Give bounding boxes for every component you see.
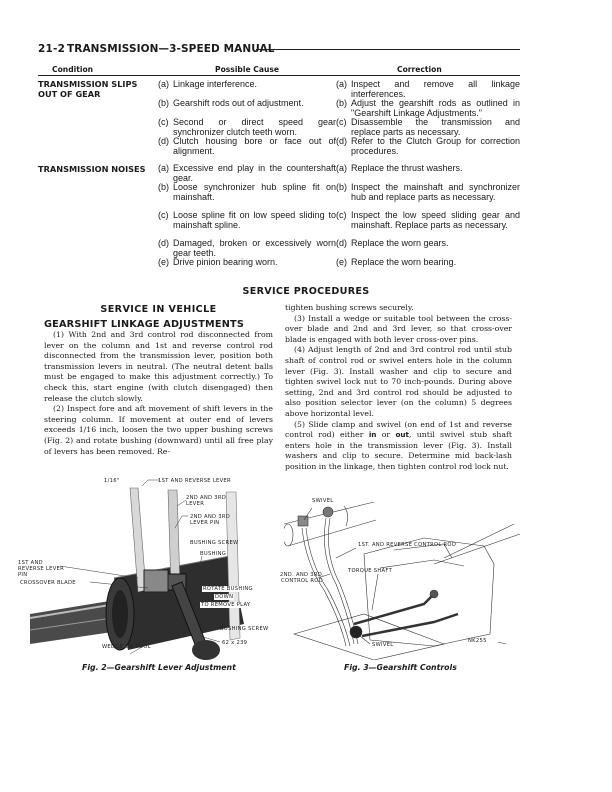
- condition-transmission-noises: TRANSMISSION NOISES: [38, 164, 146, 174]
- step-5-in: in: [368, 430, 377, 440]
- callout-2nd-3rd-lever-pin: 2ND AND 3RD LEVER PIN: [190, 514, 231, 526]
- correction-label: (c): [336, 117, 347, 127]
- step-5-text-b: or: [376, 430, 396, 440]
- cause-cell: [158, 164, 336, 183]
- correction-label: (e): [336, 257, 347, 267]
- cause-text: Loose spline fit on low speed sliding to mainshaft spline.: [173, 210, 336, 230]
- header-rule: [256, 49, 520, 50]
- cause-label: (a): [158, 163, 169, 173]
- condition-slips-out-of-gear: TRANSMISSION SLIPS OUT OF GEAR: [38, 79, 138, 99]
- cause-label: (d): [158, 136, 169, 146]
- page-title: TRANSMISSION—3-SPEED MANUAL: [67, 43, 275, 55]
- diagnosis-table: [38, 64, 520, 267]
- figure-2-caption: Fig. 2—Gearshift Lever Adjustment: [82, 663, 236, 672]
- page-header: [38, 43, 520, 57]
- callout-to-remove-play: TO REMOVE PLAY: [201, 602, 251, 608]
- callout-bushing-screw-bottom: BUSHING SCREW: [220, 626, 269, 632]
- cause-text: Gearshift rods out of adjustment.: [173, 98, 304, 108]
- cause-label: (c): [158, 210, 169, 220]
- figure-2-reference: 62 x 239: [222, 640, 248, 646]
- correction-text: Refer to the Clutch Group for correction procedures.: [351, 136, 520, 156]
- callout-crossover-blade: CROSSOVER BLADE: [20, 580, 76, 586]
- correction-label: (b): [336, 98, 347, 108]
- callout-torque-shaft: TORQUE SHAFT: [348, 568, 393, 574]
- correction-text: Inspect the mainshaft and synchronizer hub and replace parts as necessary.: [351, 182, 520, 202]
- correction-label: (d): [336, 136, 347, 146]
- figure-3-reference: NK255: [468, 638, 487, 644]
- cause-text: Drive pinion bearing worn.: [173, 257, 278, 267]
- callout-rotate-down: DOWN: [215, 594, 234, 600]
- cause-text: Loose synchronizer hub spline fit on mainshaft.: [173, 182, 336, 202]
- step-5-out: out: [395, 430, 409, 440]
- column-header-correction: Correction: [397, 65, 442, 74]
- cause-text: Damaged, broken or excessively worn gear teeth.: [173, 238, 336, 258]
- step-5-text-a: (5) Slide clamp and swivel (on end of 1st and reverse control rod) either: [285, 419, 512, 440]
- callout-1st-reverse-lever: 1ST AND REVERSE LEVER: [158, 478, 231, 484]
- callout-2nd-3rd-control-rod: 2ND. AND 3RD. CONTROL ROD: [280, 572, 324, 584]
- correction-cell: [336, 118, 520, 137]
- callout-rotate-bushing: ROTATE BUSHING: [203, 586, 253, 592]
- correction-text: Inspect the low speed sliding gear and mainshaft. Replace parts as necessary.: [351, 210, 520, 230]
- cause-label: (a): [158, 79, 169, 89]
- correction-label: (b): [336, 182, 347, 192]
- subheading-service-in-vehicle: SERVICE IN VEHICLE: [100, 304, 217, 315]
- cause-text: Second or direct speed gear synchronizer clutch teeth worn.: [173, 117, 336, 137]
- callout-bushing: BUSHING: [200, 551, 227, 557]
- callout-2nd-3rd-lever: 2ND AND 3RD LEVER: [186, 495, 227, 507]
- correction-label: (d): [336, 238, 347, 248]
- left-column: [44, 303, 273, 457]
- correction-label: (a): [336, 163, 347, 173]
- step-5-text-c: , until swivel stub shaft enters hole in the transmission lever (Fig. 3). Install washers and clip to secure. Determine mid back-lash position in the linkage, then tighten control rod lock nut.: [285, 430, 512, 471]
- callout-wedge-or-tool: WEDGE OR TOOL: [102, 644, 151, 650]
- correction-text: Replace the thrust washers.: [351, 163, 463, 173]
- correction-label: (a): [336, 79, 347, 89]
- table-header: [38, 64, 520, 76]
- cause-cell: [158, 137, 336, 156]
- cause-cell: [158, 239, 336, 258]
- cause-cell: [158, 183, 336, 202]
- correction-text: Replace the worn gears.: [351, 238, 449, 248]
- cause-cell: [158, 258, 336, 268]
- section-heading-service-procedures: SERVICE PROCEDURES: [242, 286, 370, 297]
- correction-text: Replace the worn bearing.: [351, 257, 457, 267]
- cause-text: Excessive end play in the countershaft gear.: [173, 163, 336, 183]
- callout-1st-reverse-lever-pin: 1ST AND REVERSE LEVER PIN: [18, 560, 65, 578]
- correction-text: Inspect and remove all linkage interferences.: [351, 79, 520, 99]
- paragraph-step-2: (2) Inspect fore and aft movement of shift levers in the steering column. If movement at outer end of levers exceeds 1/16 inch, loosen the two upper bushing screws (Fig. 2) and rotate bushing (downward) until all free play of levers has been removed. Re-: [44, 404, 273, 456]
- cause-text: Linkage interference.: [173, 79, 258, 89]
- paragraph-step-4: (4) Adjust length of 2nd and 3rd control rod until stub shaft of control rod or swivel enters hole in the column lever (Fig. 3). Install washer and clip to secure and tighten swivel lock nut to 70 inch-pounds. During above setting, 2nd and 3rd control rod should be adjusted to also position selector lever (on the column) 5 degrees above horizontal level.: [285, 345, 512, 418]
- right-column: [285, 303, 512, 473]
- correction-text: Disassemble the transmission and replace parts as necessary.: [351, 117, 520, 137]
- cause-label: (b): [158, 98, 169, 108]
- cause-cell: [158, 211, 336, 230]
- column-header-possible-cause: Possible Cause: [215, 65, 280, 74]
- figure-2-gearshift-lever-adjustment: [18, 478, 280, 660]
- correction-cell: [336, 137, 520, 156]
- correction-cell: [336, 239, 520, 249]
- correction-label: (c): [336, 210, 347, 220]
- figure-3-caption: Fig. 3—Gearshift Controls: [344, 663, 457, 672]
- cause-label: (e): [158, 257, 169, 267]
- callout-1st-reverse-control-rod: 1ST. AND REVERSE CONTROL ROD: [358, 542, 457, 548]
- column-header-condition: Condition: [52, 65, 94, 74]
- figure-3-gearshift-controls: [280, 494, 524, 660]
- correction-cell: [336, 99, 520, 118]
- paragraph-step-1: (1) With 2nd and 3rd control rod disconnected from lever on the column and 1st and reverse control rod disconnected from the transmission lever, position both transmission levers in neutral. (The neutral detent balls must be engaged to make this adjustment correctly.) To check this, start engine (with clutch disengaged) then release the clutch slowly.: [44, 330, 273, 403]
- correction-text: Adjust the gearshift rods as outlined in "Gearshift Linkage Adjustments.": [351, 98, 520, 118]
- page-number: 21-2: [38, 43, 66, 55]
- cause-label: (b): [158, 182, 169, 192]
- correction-cell: [336, 211, 520, 230]
- correction-cell: [336, 164, 520, 174]
- cause-label: (c): [158, 117, 169, 127]
- section-title-gearshift-linkage: GEARSHIFT LINKAGE ADJUSTMENTS: [44, 319, 244, 330]
- cause-cell: [158, 118, 336, 137]
- correction-cell: [336, 80, 520, 99]
- paragraph-step-2-continued: tighten bushing screws securely.: [285, 303, 414, 312]
- correction-cell: [336, 183, 520, 202]
- paragraph-step-5: [285, 420, 512, 473]
- callout-bushing-screw-top: BUSHING SCREW: [190, 540, 239, 546]
- callout-swivel-bottom: SWIVEL: [372, 642, 394, 648]
- cause-cell: [158, 80, 336, 90]
- cause-cell: [158, 99, 336, 109]
- cause-label: (d): [158, 238, 169, 248]
- paragraph-step-3: (3) Install a wedge or suitable tool between the cross-over blade and 2nd and 3rd lever, so that cross-over blade is engaged with both lever cross-over pins.: [285, 313, 512, 344]
- callout-fraction: 1/16": [104, 478, 120, 484]
- callout-swivel-top: SWIVEL: [312, 498, 334, 504]
- correction-cell: [336, 258, 520, 268]
- cause-text: Clutch housing bore or face out of alignment.: [173, 136, 336, 156]
